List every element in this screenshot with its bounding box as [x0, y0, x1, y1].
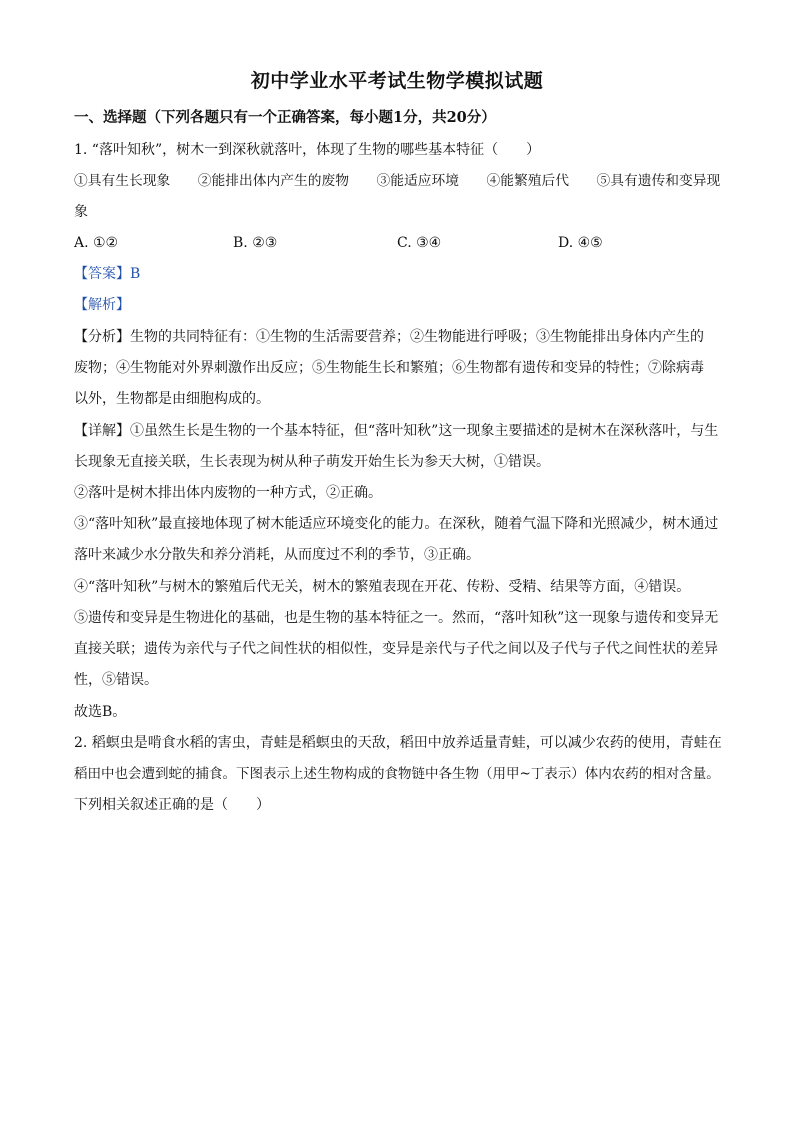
answer-text: 【答案】B	[74, 266, 141, 282]
conclusion-line: 故选B。	[74, 704, 127, 720]
question-2-line: 2. 稻螟虫是啃食水稻的害虫，青蛙是稻螟虫的天敌，稻田中放养适量青蛙，可以减少农药的使用，青蛙在	[74, 735, 722, 751]
detail-line: 直接关联；遗传为亲代与子代之间性状的相似性，变异是亲代与子代之间以及子代与子代之间性状的差异	[74, 641, 718, 657]
analysis-line: 【分析】生物的共同特征有：①生物的生活需要营养；②生物能进行呼吸；③生物能排出身体内产生的	[74, 329, 704, 345]
detail-line: ④“落叶知秋”与树木的繁殖后代无关，树木的繁殖表现在开花、传粉、受精、结果等方面，④错误。	[74, 579, 691, 595]
question-1-items: ①具有生长现象 ②能排出体内产生的废物 ③能适应环境 ④能繁殖后代 ⑤具有遗传和变异现	[74, 173, 721, 189]
page-title: 初中学业水平考试生物学模拟试题	[250, 70, 544, 92]
detail-line: 【详解】①虽然生长是生物的一个基本特征，但“落叶知秋”这一现象主要描述的是树木在深秋落叶，与生	[74, 423, 719, 439]
detail-line: 落叶来减少水分散失和养分消耗，从而度过不利的季节，③正确。	[74, 547, 480, 563]
answer-label	[74, 264, 724, 284]
section-heading: 一、选择题（下列各题只有一个正确答案，每小题1分，共20分）	[74, 109, 496, 126]
detail-line: ②落叶是树木排出体内废物的一种方式，②正确。	[74, 485, 382, 501]
option-d: D. ④⑤	[558, 235, 603, 251]
option-a: A. ①②	[74, 235, 119, 251]
option-c: C. ③④	[397, 235, 442, 251]
detail-line: ③“落叶知秋”最直接地体现了树木能适应环境变化的能力。在深秋，随着气温下降和光照减少，树木通过	[74, 516, 719, 532]
question-2-line: 稻田中也会遭到蛇的捕食。下图表示上述生物构成的食物链中各生物（用甲~丁表示）体内农药的相对含量。	[74, 766, 720, 782]
question-2-line: 下列相关叙述正确的是（ ）	[74, 797, 270, 813]
analysis-line: 废物；④生物能对外界刺激作出反应；⑤生物能生长和繁殖；⑥生物都有遗传和变异的特性；⑦除病毒	[74, 360, 704, 376]
question-1-stem: 1. “落叶知秋”，树木一到深秋就落叶，体现了生物的哪些基本特征（ ）	[74, 142, 541, 158]
option-b: B. ②③	[233, 235, 278, 251]
analysis-line: 以外，生物都是由细胞构成的。	[74, 391, 270, 407]
detail-line: 性，⑤错误。	[74, 672, 158, 688]
jiexi-label: 【解析】	[74, 297, 130, 313]
question-1-items-cont: 象	[74, 204, 88, 220]
detail-line: 长现象无直接关联，生长表现为树从种子萌发开始生长为参天大树，①错误。	[74, 454, 550, 470]
detail-line: ⑤遗传和变异是生物进化的基础，也是生物的基本特征之一。然而，“落叶知秋”这一现象与遗传和变异无	[74, 610, 719, 626]
